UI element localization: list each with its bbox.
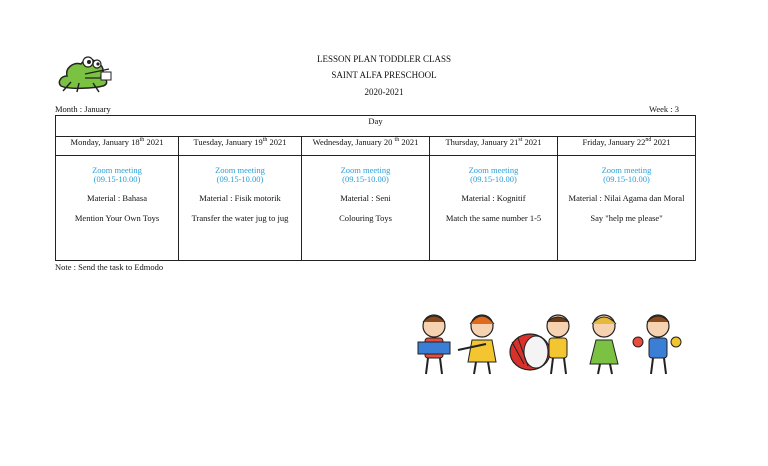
kid-flute-icon bbox=[458, 315, 496, 374]
cell-friday bbox=[558, 156, 696, 261]
children-band-illustration bbox=[412, 308, 684, 380]
activity-label: Match the same number 1-5 bbox=[445, 213, 542, 223]
zoom-meeting-label: Zoom meeting (09.15-10.00) bbox=[340, 165, 391, 184]
kid-drummer-icon bbox=[547, 315, 569, 374]
material-label: Material : Fisik motorik bbox=[199, 193, 281, 203]
activity-label: Mention Your Own Toys bbox=[74, 213, 160, 223]
zoom-meeting-label: Zoom meeting (09.15-10.00) bbox=[601, 165, 652, 184]
document-title: LESSON PLAN TODDLER CLASS bbox=[317, 54, 451, 64]
date-thursday: Thursday, January 21st 2021 bbox=[430, 137, 558, 156]
cell-wednesday bbox=[302, 156, 430, 261]
drum-icon bbox=[510, 334, 550, 370]
kid-maracas-icon bbox=[633, 315, 681, 374]
kid-accordion-icon bbox=[418, 315, 450, 374]
date-friday: Friday, January 22nd 2021 bbox=[558, 137, 696, 156]
zoom-meeting-label: Zoom meeting (09.15-10.00) bbox=[468, 165, 519, 184]
school-name: SAINT ALFA PRESCHOOL bbox=[331, 70, 437, 80]
school-year: 2020-2021 bbox=[364, 87, 404, 97]
material-label: Material : Kognitif bbox=[461, 193, 526, 203]
week-label: Week : 3 bbox=[649, 104, 679, 114]
day-header: Day bbox=[56, 116, 696, 137]
month-label: Month : January bbox=[55, 104, 111, 114]
date-tuesday: Tuesday, January 19th 2021 bbox=[179, 137, 302, 156]
date-monday: Monday, January 18th 2021 bbox=[56, 137, 179, 156]
activity-row bbox=[56, 156, 696, 261]
date-row bbox=[56, 137, 696, 156]
zoom-meeting-label: Zoom meeting (09.15-10.00) bbox=[215, 165, 265, 184]
activity-label: Say "help me please" bbox=[590, 213, 663, 223]
material-label: Material : Nilai Agama dan Moral bbox=[568, 193, 685, 203]
material-label: Material : Seni bbox=[340, 193, 391, 203]
lesson-plan-table bbox=[55, 115, 696, 261]
cell-tuesday bbox=[179, 156, 302, 261]
cell-thursday bbox=[430, 156, 558, 261]
kid-girl-icon bbox=[590, 315, 618, 374]
cell-monday bbox=[56, 156, 179, 261]
activity-label: Transfer the water jug to jug bbox=[191, 213, 289, 223]
date-wednesday: Wednesday, January 20 $^{th}$ 2021 bbox=[302, 137, 430, 156]
material-label: Material : Bahasa bbox=[87, 193, 147, 203]
note-text: Note : Send the task to Edmodo bbox=[55, 262, 164, 272]
zoom-meeting-label: Zoom meeting (09.15-10.00) bbox=[92, 165, 142, 184]
activity-label: Colouring Toys bbox=[339, 213, 392, 223]
